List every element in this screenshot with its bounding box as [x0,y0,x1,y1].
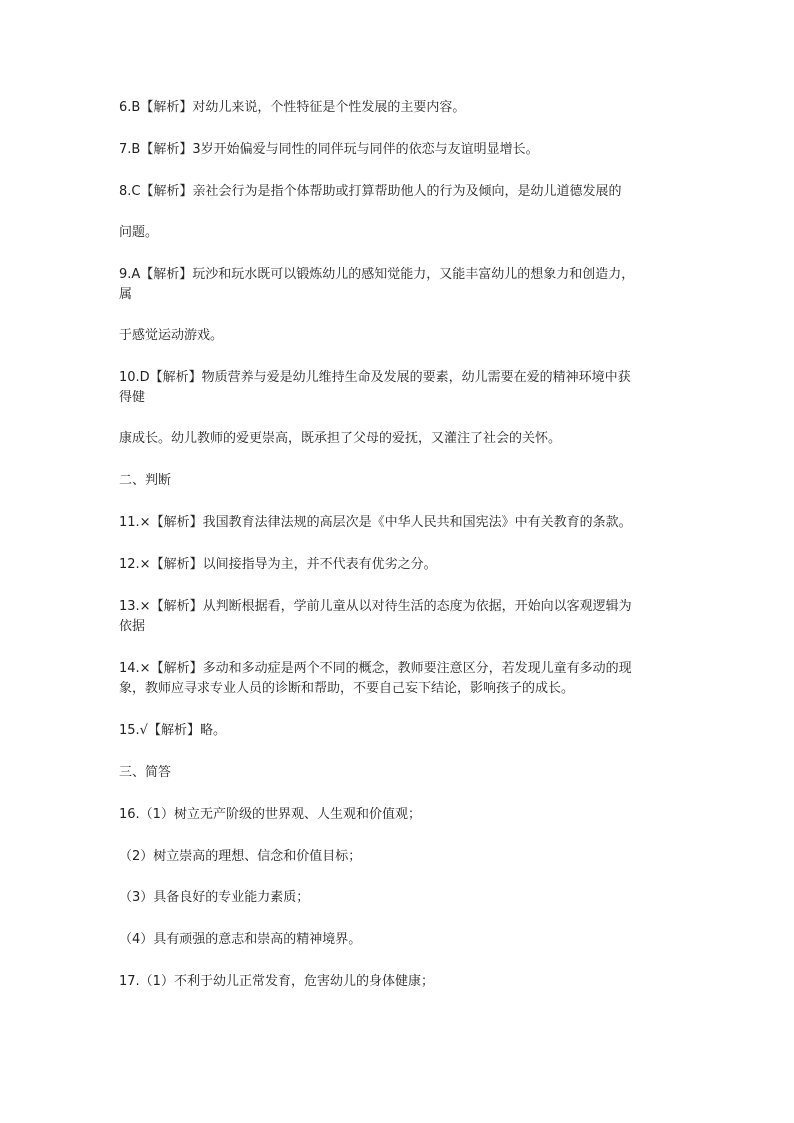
answer-15: 15.√【解析】略。 [119,723,226,738]
answer-6: 6.B【解析】对幼儿来说，个性特征是个性发展的主要内容。 [119,100,466,115]
answer-10: 10.D【解析】物质营养与爱是幼儿维持生命及发展的要素，幼儿需要在爱的精神环境中获 [119,370,631,385]
answer-9-cont-b: 于感觉运动游戏。 [119,328,224,343]
answer-8: 8.C【解析】亲社会行为是指个体帮助或打算帮助他人的行为及倾向，是幼儿道德发展的 [119,184,622,199]
answer-16-point-1: 16.（1）树立无产阶级的世界观、人生观和价值观； [119,807,421,822]
answer-13-cont: 依据 [119,619,146,634]
section-heading-short-answer: 三、简答 [119,765,172,780]
section-heading-judgement: 二、判断 [119,473,172,488]
answer-7: 7.B【解析】3岁开始偏爱与同性的同伴玩与同伴的依恋与友谊明显增长。 [119,142,539,157]
answer-16-point-3: （3）具备良好的专业能力素质； [119,890,310,905]
answer-11: 11.×【解析】我国教育法律法规的高层次是《中华人民共和国宪法》中有关教育的条款。 [119,515,632,530]
answer-9-cont-a: 属 [119,287,133,302]
answer-13: 13.×【解析】从判断根据看，学前儿童从以对待生活的态度为依据，开始向以客观逻辑为 [119,599,632,614]
answer-12: 12.×【解析】以间接指导为主，并不代表有优劣之分。 [119,557,437,572]
answer-10-cont-a: 得健 [119,390,146,405]
answer-17-point-1: 17.（1）不利于幼儿正常发育，危害幼儿的身体健康； [119,974,434,989]
answer-16-point-4: （4）具有顽强的意志和崇高的精神境界。 [119,932,362,947]
answer-14-cont: 象，教师应寻求专业人员的诊断和帮助，不要自己妄下结论，影响孩子的成长。 [119,681,575,696]
answer-10-cont-b: 康成长。幼儿教师的爱更崇高，既承担了父母的爱抚，又灌注了社会的关怀。 [119,431,562,446]
answer-14: 14.×【解析】多动和多动症是两个不同的概念，教师要注意区分，若发现儿童有多动的现 [119,661,632,676]
answer-8-cont: 问题。 [119,225,159,240]
answer-16-point-2: （2）树立崇高的理想、信念和价值目标； [119,849,362,864]
answer-9: 9.A【解析】玩沙和玩水既可以锻炼幼儿的感知觉能力，又能丰富幼儿的想象力和创造力， [119,267,635,282]
